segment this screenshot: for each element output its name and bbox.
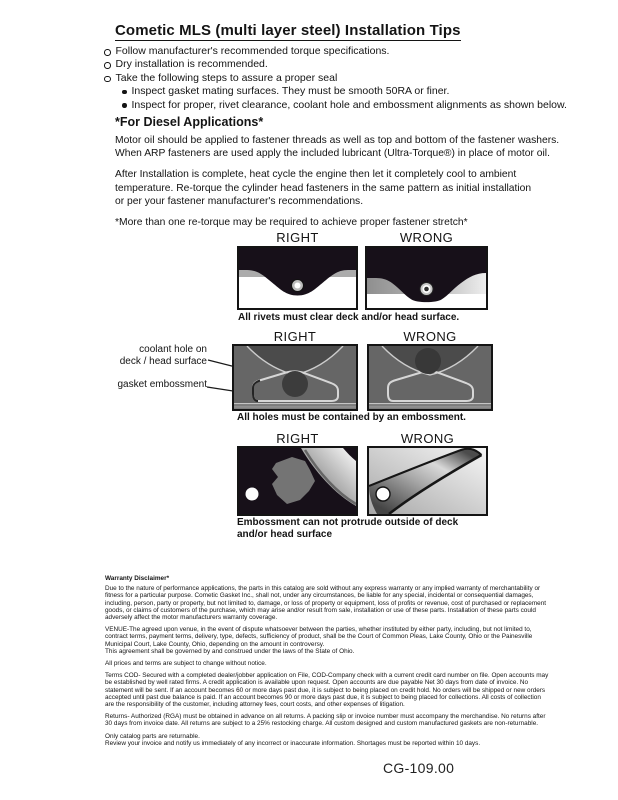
diagram3-wrong-label: WRONG [400,431,455,446]
text-line: Returns- Authorized (RGA) must be obtained in advance on all returns. A packing slip or invoice number must accompany the merchandise. No returns after [105,713,546,721]
text-line: 30 days from invoice date. All returns are subject to a 25% restocking charge. All custom designed and custom manufactured gaskets are non-returnable. [105,720,539,728]
callout-text: gasket embossment [117,379,207,390]
legal-paragraph [105,713,548,727]
page-code: CG-109.00 [383,760,455,776]
diagram3-right-label: RIGHT [276,431,319,446]
list-item-text: Take the following steps to assure a proper seal [115,71,338,84]
page-title: Cometic MLS (multi layer steel) Installation Tips [115,22,461,39]
open-bullet-marker [104,49,111,56]
legal-paragraph [105,626,548,655]
diagram2-caption: All holes must be contained by an embossment. [237,412,466,423]
legal-paragraph [105,585,548,621]
diagram3-caption [237,517,458,540]
text-line: goods, or claims of customers of the purchase, which may arise and/or result from sale, installation or use of these parts. Installation of these parts could [105,606,536,614]
paragraph [115,216,559,229]
text-line: After Installation is complete, heat cycle the engine then let it completely cool to ambient [115,169,517,181]
text-line: adversely affect the motor manufacturers warranty coverage. [105,614,278,622]
callout-text: coolant hole on [139,344,207,355]
list-item-text: Inspect gasket mating surfaces. They must be smooth 50RA or finer. [131,85,450,98]
diesel-applications-heading: *For Diesel Applications* [115,115,264,129]
callout-coolant-hole [90,344,207,367]
text-line: including, person, party or property, but not limited to, damage, or loss of property or equipment, loss of profits or revenue, cost of purchased or replacement [105,599,547,607]
diagram1-wrong-panel [365,246,488,310]
text-line: temperature. Re-torque the cylinder head fasteners in the same pattern as initial installation [115,182,532,194]
text-line: fitness for a particular purpose. Cometic Gasket Inc., shall not, under any circumstances, be liable for any special, incidental or consequential damages, [105,592,534,600]
coolant-hole [282,371,308,397]
diesel-paragraphs [115,134,559,237]
open-bullet-marker [104,76,111,83]
list-item [104,45,567,58]
legal-paragraph [105,733,548,747]
text-line: are the responsibility of the customer, including attorney fees, court costs, and other expenses of litigation. [105,701,405,709]
caption-line: Embossment can not protrude outside of deck [237,517,459,528]
warranty-heading: Warranty Disclaimer* [105,575,170,582]
text-line: All prices and terms are subject to change without notice. [105,660,267,668]
rivet-clear-wrong-illustration [367,248,486,308]
open-bullet-marker [104,62,111,69]
list-item [104,58,567,71]
callout-text: deck / head surface [119,355,207,367]
diagram2-right-label: RIGHT [273,329,317,344]
diagram3-wrong-panel [367,446,488,516]
protrude-right-illustration [239,448,356,514]
rivet-clear-right-illustration [239,248,356,308]
embossment-wrong-illustration [369,346,491,409]
diagram1-right-label: RIGHT [276,230,319,245]
filled-bullet-marker [122,103,127,108]
text-line: This agreement shall be governed by and construed under the laws of the State of Ohio. [105,647,355,655]
bullet-list [104,45,567,112]
list-item-text: Inspect for proper, rivet clearance, coolant hole and embossment alignments as shown below. [131,98,567,111]
callout-gasket-embossment [90,379,207,391]
coolant-hole [415,348,441,374]
filled-bullet-marker [122,90,127,95]
text-line: Motor oil should be applied to fastener threads as well as top and bottom of the fastener washers. [115,135,560,146]
list-item-text: Dry installation is recommended. [115,58,268,71]
list-item [104,99,567,112]
diagram2-wrong-label: WRONG [403,329,457,344]
text-line: contract terms, payment terms, delivery, type, defects, sufficiency of product, shall be the Court of Common Pleas, Lake County, Ohio or the Painesville [105,633,533,641]
text-line: Municipal Court, Lake County, Ohio, depending on the amount in controversy. [105,640,325,648]
text-line: *More than one re-torque may be required to achieve proper fastener stretch* [115,217,468,229]
text-line: accepted until past due balance is paid. If an account becomes 90 or more days past due, it is subject to being placed for collections. All costs of collection [105,693,541,701]
diagram3-right-panel [237,446,358,516]
embossment-right-illustration [234,346,356,409]
text-line: Review your invoice and notify us immediately of any incorrect or inaccurate information. Shortages must be reported within 10 days. [105,739,481,747]
diagram2-wrong-panel [367,344,493,411]
warranty-section [105,575,548,752]
diagram1-wrong-label: WRONG [399,230,454,245]
list-item [104,85,567,98]
diagram1-right-panel [237,246,358,310]
paragraph [115,168,559,208]
text-line: Due to the nature of performance applications, the parts in this catalog are sold without any express warranty or any implied warranty of merchantability or [105,585,541,593]
legal-paragraph [105,672,548,708]
text-line: When ARP fasteners are used apply the included lubricant (Ultra-Torque®) in place of motor oil. [115,148,550,160]
caption-line: and/or head surface [237,528,333,540]
text-line: or per your fastener manufacturer's recommendations. [115,195,364,207]
list-item [104,72,567,85]
bolt-hole [246,488,259,501]
diagram1-caption: All rivets must clear deck and/or head surface. [238,312,460,323]
paragraph [115,134,559,160]
list-item-text: Follow manufacturer's recommended torque specifications. [115,45,390,57]
text-line: VENUE-The agreed upon venue, in the event of dispute whatsoever between the parties, whether instituted by either party, including, but not limited to, [105,626,532,634]
bolt-hole [376,487,390,501]
text-line: statement will be sent. If an account becomes 60 or more days past due, it is subject to being placed on credit hold. No orders will be shipped or new orders [105,686,546,694]
protrude-wrong-illustration [369,448,486,514]
legal-paragraph [105,660,548,667]
diagram2-right-panel [232,344,358,411]
text-line: Terms COD- Secured with a completed dealer/jobber application on File, COD-Company check with a current credit card number on file. Open accounts may [105,672,549,680]
text-line: be established by well rated firms. A credit application is available upon request. Open accounts are due payable Net 30 days from date of invoice. No [105,679,529,687]
text-line: Only catalog parts are returnable. [105,732,200,740]
